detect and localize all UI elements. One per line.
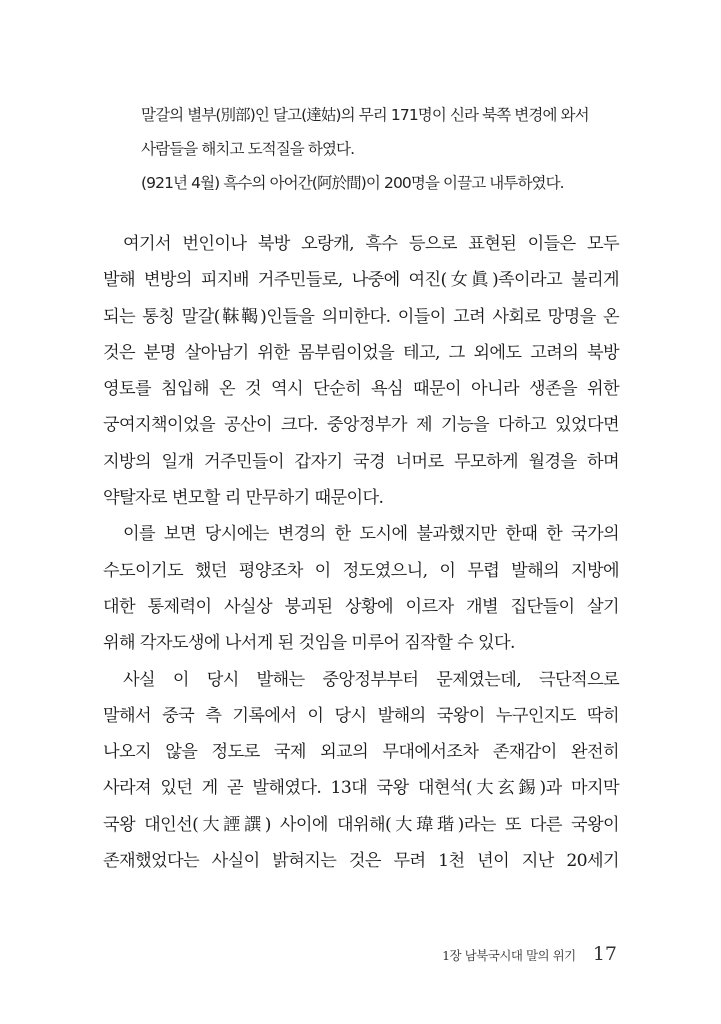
body-text: [103, 226, 619, 879]
page-footer: [442, 943, 617, 965]
quote-line: 말갈의 별부(別部)인 달고(達姑)의 무리 171명이 신라 북쪽 변경에 와서: [141, 106, 589, 124]
quote-line: (921년 4월) 흑수의 아어간(阿於間)이 200명을 이끌고 내투하였다.: [141, 174, 564, 192]
text-line: 지방의 일개 거주민들이 갑자기 국경 너머로 무모하게 월경을 하며: [103, 451, 619, 472]
text-line: 이를 보면 당시에는 변경의 한 도시에 불과했지만 한때 한 국가의: [123, 524, 619, 545]
text-line: 발해 변방의 피지배 거주민들로, 나중에 여진(女眞)족이라고 불리게: [103, 270, 619, 291]
text-line: 약탈자로 변모할 리 만무하기 때문이다.: [103, 488, 384, 509]
text-line: 존재했었다는 사실이 밝혀지는 것은 무려 1천 년이 지난 20세기: [103, 851, 619, 872]
text-line: 수도이기도 했던 평양조차 이 정도였으니, 이 무렵 발해의 지방에: [103, 560, 619, 581]
text-line: 대한 통제력이 사실상 붕괴된 상황에 이르자 개별 집단들이 살기: [103, 596, 619, 617]
text-line: 위해 각자도생에 나서게 된 것임을 미루어 짐작할 수 있다.: [103, 633, 515, 654]
text-line: 궁여지책이었을 공산이 크다. 중앙정부가 제 기능을 다하고 있었다면: [103, 415, 619, 436]
text-line: 사라져 있던 게 곧 발해였다. 13대 국왕 대현석(大玄錫)과 마지막: [103, 778, 619, 799]
text-line: 되는 통칭 말갈(靺鞨)인들을 의미한다. 이들이 고려 사회로 망명을 온: [103, 306, 619, 327]
text-line: 여기서 번인이나 북방 오랑캐, 흑수 등으로 표현된 이들은 모두: [123, 234, 619, 254]
paragraph: [103, 226, 619, 516]
text-line: 사실 이 당시 발해는 중앙정부부터 문제였는데, 극단적으로: [123, 669, 619, 690]
text-line: 말해서 중국 측 기록에서 이 당시 발해의 국왕이 누구인지도 딱히: [103, 705, 619, 726]
text-line: 국왕 대인선(大諲譔) 사이에 대위해(大瑋瑎)라는 또 다른 국왕이: [103, 814, 619, 835]
paragraph: [103, 516, 619, 661]
quote-line: 사람들을 해치고 도적질을 하였다.: [141, 140, 355, 158]
paragraph: [103, 662, 619, 880]
block-quote: [141, 98, 619, 200]
text-line: 영토를 침입해 온 것 역시 단순히 욕심 때문이 아니라 생존을 위한: [103, 379, 619, 400]
text-line: 것은 분명 살아남기 위한 몸부림이었을 테고, 그 외에도 고려의 북방: [103, 342, 619, 363]
text-line: 나오지 않을 정도로 국제 외교의 무대에서조차 존재감이 완전히: [103, 742, 619, 763]
page-number: 17: [592, 943, 617, 965]
running-head: 1장 남북국시대 말의 위기: [442, 948, 576, 963]
